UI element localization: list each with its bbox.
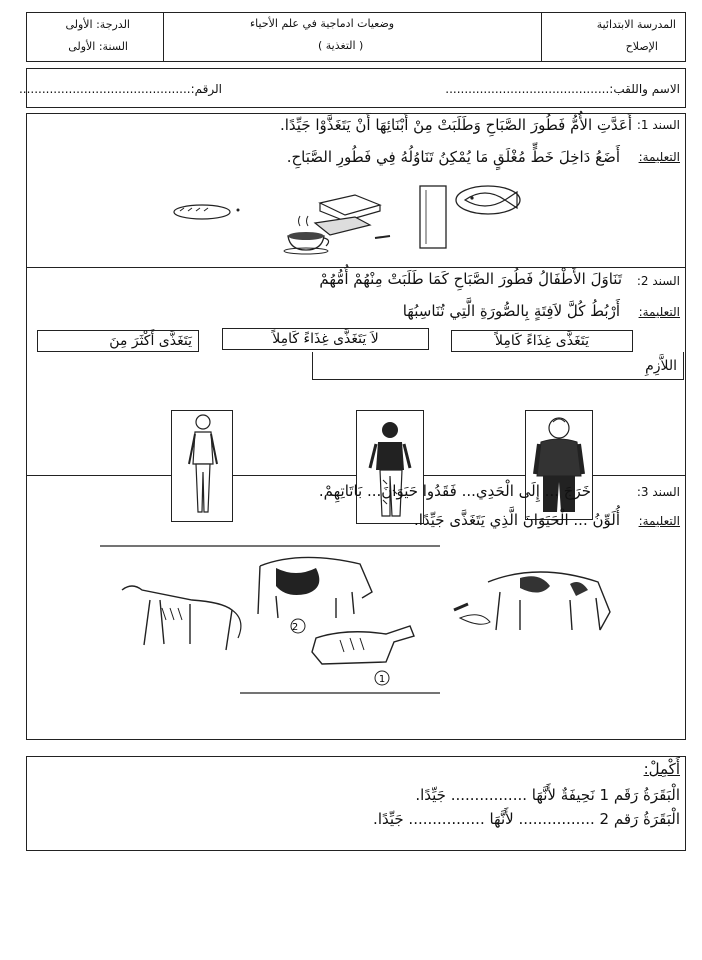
cow2-number: 2: [291, 622, 299, 633]
instruction1-label: التعليمة:: [638, 150, 680, 164]
thin-cow-icon: [312, 626, 414, 685]
label-option-excess[interactable]: يَتَغَذَّى أَكْثَرَ مِنَ: [37, 330, 199, 352]
school-name: الإصلاح: [625, 40, 658, 53]
complete-line-1[interactable]: الْبَقَرَةُ رَقَم 1 نَحِيفَةٌ لأَنَّهَا ................ جَيِّدًا.: [415, 786, 680, 804]
number-field[interactable]: الرقم:.............................................: [18, 82, 222, 96]
instruction3-text: أُلَوِّنُ ... الْحَيَوَانَ الَّذِي يَتَغَذَّى جَيِّدًا.: [413, 511, 620, 529]
year-label: السنة: الأولى: [68, 40, 128, 53]
well-fed-dog-icon: [454, 572, 610, 630]
instruction2-label: التعليمة:: [638, 305, 680, 319]
instruction3-label: التعليمة:: [638, 514, 680, 528]
milk-bottle-icon: [420, 186, 446, 248]
healthy-cow-icon: [258, 557, 372, 633]
chubby-child-figure: [525, 410, 593, 520]
complete-title: أَكْمِلْ:: [643, 760, 680, 778]
sanad1-label: السند 1:: [636, 118, 680, 132]
sanad3-text: خَرَجَ ... إِلَى الْحَدِي... فَقَدُوا حَيَوَانَ... بَاتَاتِهِمْ.: [318, 482, 591, 500]
page-subtitle: ( التغذية ): [318, 39, 364, 52]
thin-dog-icon: [122, 586, 241, 650]
page-title: وضعيات ادماجية في علم الأحياء: [250, 17, 395, 30]
label-option-excess-cont[interactable]: اللاَّزِمِ: [312, 352, 684, 380]
label-option-incomplete[interactable]: لاَ يَتَغَذَّى غِذَاءً كَامِلاً: [222, 328, 429, 350]
cow1-number: 1: [378, 674, 386, 685]
sanad2-text: تَنَاوَلَ الأَطْفَالُ فَطُورَ الصَّبَاحِ كَمَا طَلَبَتْ مِنْهُمْ أُمُّهُمْ: [319, 270, 622, 288]
school-label: المدرسة الابتدائية: [596, 18, 676, 31]
name-field[interactable]: الاسم واللقب:...........................................: [445, 82, 680, 96]
instruction1-text: أَضَعُ دَاخِلَ خَطٍّ مُغْلَقٍ مَا يُمْكِنُ تَنَاوُلُهُ فِي فَطُورِ الصَّبَاحِ.: [286, 148, 620, 166]
complete-line-2[interactable]: الْبَقَرَةُ رَقم 2 ................ لأَنَّهَا ................ جَيِّدًا.: [373, 810, 680, 828]
bread-icon: [174, 205, 230, 219]
breakfast-foods-illustration: [170, 178, 530, 253]
level-label: الدرجة: الأولى: [65, 18, 130, 31]
instruction2-text: أَرْبُطُ كُلَّ لاَفِتَةٍ بِالصُّورَةِ الَّتِي تُنَاسِبُهَا: [402, 302, 620, 320]
thin-child-figure: [171, 410, 233, 522]
cheese-icon: [320, 195, 380, 221]
sanad1-text: أَعَدَّتِ الأُمُّ فَطُورَ الصَّبَاحِ وَطَلَبَتْ مِنْ أَبْنَائِهَا أَنْ يَتَغَذَّوْا جَيِّدًا.: [280, 116, 632, 134]
normal-child-figure: [356, 410, 424, 524]
label-option-complete[interactable]: يَتَغَذَّى غِذَاءً كَامِلاً: [451, 330, 633, 352]
animals-illustration: [100, 538, 660, 698]
sanad2-label: السند 2:: [636, 274, 680, 288]
sanad3-label: السند 3:: [636, 485, 680, 499]
